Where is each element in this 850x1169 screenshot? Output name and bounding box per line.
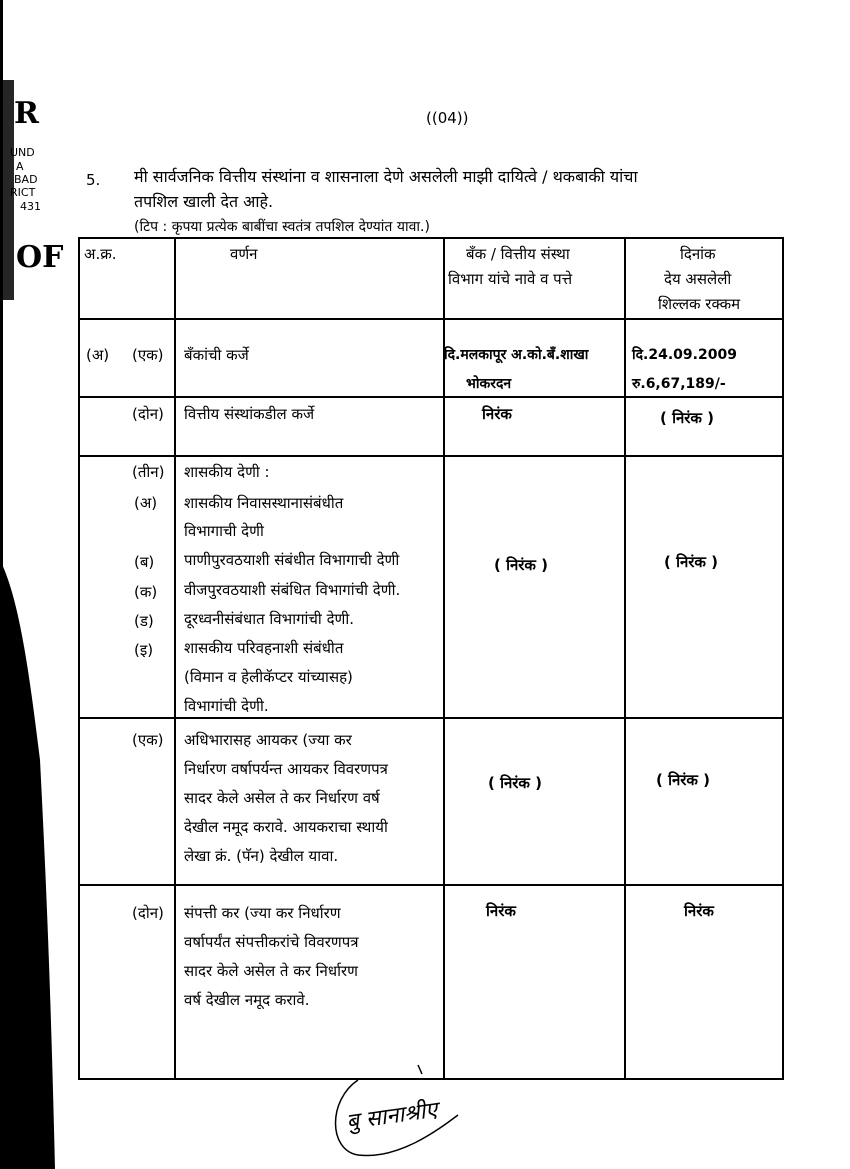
stamp-text: 431: [20, 200, 41, 213]
bank-name: दि.मलकापूर अ.को.बॅं.शाखा: [444, 347, 589, 363]
bank-value: ( निरंक ): [494, 556, 549, 574]
row-desc: (विमान व हेलीकॅप्टर यांच्यासह): [184, 668, 353, 686]
amount-value: निरंक: [684, 902, 714, 920]
header-serial: अ.क्र.: [84, 245, 117, 263]
row-sub: (तीन): [132, 463, 165, 481]
header-bank: विभाग यांचे नावे व पत्ते: [448, 270, 573, 288]
signature-text: बु सानाश्रीए: [344, 1097, 439, 1136]
row-desc: वित्तीय संस्थांकडील कर्जे: [184, 405, 315, 423]
header-date: देय असलेली: [664, 270, 732, 288]
row-label: (ब): [84, 731, 105, 749]
bank-value: निरंक: [486, 902, 516, 920]
row-desc: संपत्ती कर (ज्या कर निर्धारण: [184, 904, 341, 922]
intro-text: तपशिल खाली देत आहे.: [134, 192, 274, 211]
row-sub: (दोन): [132, 405, 164, 423]
row-desc: सादर केले असेल ते कर निर्धारण वर्ष: [184, 789, 380, 807]
row-label: (अ): [86, 346, 110, 364]
row-desc: वर्षापर्यंत संपत्तीकरांचे विवरणपत्र: [184, 933, 359, 951]
header-date: शिल्लक रक्कम: [658, 295, 741, 313]
section-number: 5.: [86, 171, 101, 189]
stamp: [0, 90, 64, 290]
row-desc: लेखा क्रं. (पॅन) देखील यावा.: [184, 847, 339, 865]
row-sub: (एक): [132, 731, 164, 749]
amount-value: ( निरंक ): [656, 771, 711, 789]
row-desc: शासकीय निवासस्थानासंबंधीत: [184, 494, 344, 512]
due-amount: रु.6,67,189/-: [632, 376, 726, 392]
row-desc: निर्धारण वर्षापर्यन्त आयकर विवरणपत्र: [184, 760, 388, 778]
row-label: (ड): [134, 612, 154, 630]
amount-value: ( निरंक ): [660, 409, 715, 427]
row-desc: पाणीपुरवठयाशी संबंधीत विभागाची देणी: [184, 551, 400, 569]
row-desc: वर्ष देखील नमूद करावे.: [184, 991, 310, 1009]
stamp-text: R: [14, 96, 39, 131]
row-label: (अ): [134, 494, 158, 512]
stamp-text: OF: [16, 240, 64, 275]
row-desc: विभागाची देणी: [184, 522, 264, 540]
note: (टिप : कृपया प्रत्येक बाबींचा स्वतंत्र तपशिल देण्यांत यावा.): [134, 219, 430, 235]
row-sub: (एक): [132, 346, 164, 364]
row-label: (इ): [134, 641, 154, 659]
bank-value: निरंक: [482, 405, 512, 423]
row-desc: बँकांची कर्जे: [184, 346, 249, 364]
bank-name: भोकरदन: [466, 376, 512, 392]
stamp-text: BAD: [14, 173, 38, 186]
row-label: (क): [134, 583, 158, 601]
row-desc: वीजपुरवठयाशी संबंधित विभागांची देणी.: [184, 581, 401, 599]
stamp-text: A: [16, 160, 24, 173]
signature: [318, 1060, 518, 1160]
row-sub: (दोन): [132, 904, 164, 922]
bank-value: ( निरंक ): [488, 774, 543, 792]
page-number: ((04)): [426, 109, 469, 127]
row-desc: देखील नमूद करावे. आयकराचा स्थायी: [184, 818, 388, 836]
row-desc: दूरध्वनीसंबंधात विभागांची देणी.: [184, 610, 355, 628]
row-label: (ब): [134, 553, 155, 571]
row-desc: विभागांची देणी.: [184, 697, 269, 715]
intro-text: मी सार्वजनिक वित्तीय संस्थांना व शासनाला देणे असलेली माझी दायित्वे / थकबाकी यांचा: [134, 167, 638, 186]
row-desc: सादर केले असेल ते कर निर्धारण: [184, 962, 358, 980]
row-desc: शासकीय परिवहनाशी संबंधीत: [184, 639, 344, 657]
stamp-text: RICT: [10, 186, 36, 199]
stamp-text: UND: [10, 146, 35, 159]
header-description: वर्णन: [230, 245, 258, 263]
header-bank: बँक / वित्तीय संस्था: [466, 245, 570, 263]
amount-value: ( निरंक ): [664, 553, 719, 571]
due-date: दि.24.09.2009: [632, 347, 737, 363]
row-desc: अधिभारासह आयकर (ज्या कर: [184, 731, 352, 749]
row-desc: शासकीय देणी :: [184, 463, 270, 481]
header-date: दिनांक: [680, 245, 716, 263]
